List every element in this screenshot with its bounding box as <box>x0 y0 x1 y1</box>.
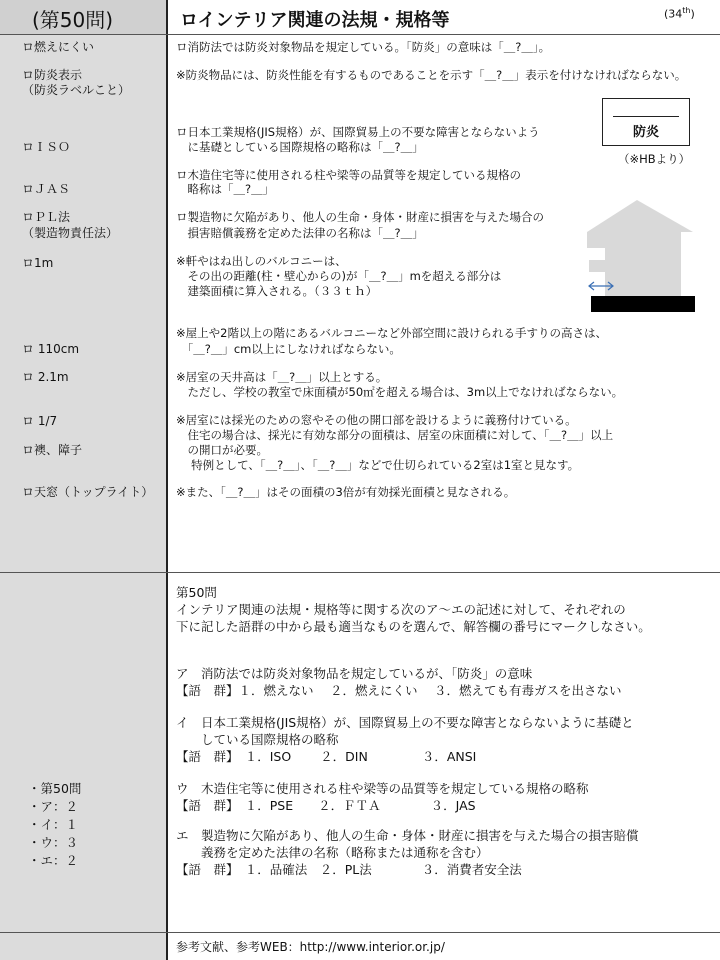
note-line: ※また、「＿?＿」はその面積の3倍が有効採光面積と見なされる。 <box>176 485 516 499</box>
question-item: ア 消防法では防炎対象物品を規定しているが、「防炎」の意味 <box>176 666 533 681</box>
boen-label-text: 防炎 <box>632 125 659 140</box>
question-item: 義務を定めた法律の名称（略称または通称を含む） <box>176 845 489 860</box>
question-heading: 第50問 <box>176 585 217 600</box>
note-line: の開口が必要。 <box>176 443 268 457</box>
edition-tag: (34th) <box>664 6 695 21</box>
note-line: ※防炎物品には、防炎性能を有するものであることを示す「＿?＿」表示を付けなければならない。 <box>176 68 687 82</box>
note-line: 特例として、「＿?＿」、「＿?＿」などで仕切られている2室は1室と見なす。 <box>176 458 580 472</box>
question-choices: 【語 群】 １．PSE ２．ＦＴＡ ３．JAS <box>176 798 476 813</box>
question-number: (第50問) <box>32 8 114 32</box>
question-item: ウ 木造住宅等に使用される柱や梁等の品質等を規定している規格の略称 <box>176 781 589 796</box>
answer-e: ・エ：２ <box>28 853 79 868</box>
label-2-1m: ロ 2.1m <box>22 370 69 384</box>
label-fusuma: ロ襖、障子 <box>22 443 83 457</box>
page-title: ロインテリア関連の法規・規格等 <box>180 10 450 31</box>
note-line: ロ日本工業規格(JIS規格）が、国際貿易上の不要な障害とならないよう <box>176 125 540 139</box>
note-line: ロ消防法では防炎対象物品を規定している。「防炎」の意味は「＿?＿」。 <box>176 40 551 54</box>
label-pl-full: （製造物責任法） <box>22 226 119 240</box>
note-line: 損害賠償義務を定めた法律の名称は「＿?＿」 <box>176 226 424 240</box>
note-line: 建築面積に算入される。（３３ｔｈ） <box>176 284 378 298</box>
note-line: ロ木造住宅等に使用される柱や梁等の品質等を規定している規格の <box>176 168 521 182</box>
question-choices: 【語 群】 １．ISO ２．DIN ３．ANSI <box>176 749 477 764</box>
question-choices: 【語 群】 １．品確法 ２．PL法 ３．消費者安全法 <box>176 862 522 877</box>
label-tenmado: ロ天窓（トップライト） <box>22 485 154 499</box>
note-line: ただし、学校の教室で床面積が50㎡を超える場合は、3m以上でなければならない。 <box>176 385 624 399</box>
footer-divider <box>0 932 720 933</box>
ground-bar <box>591 296 695 312</box>
answer-heading: ・第50問 <box>28 781 82 796</box>
label-moenikui: ロ燃えにくい <box>22 40 95 54</box>
question-intro: 下に記した語群の中から最も適当なものを選んで、解答欄の番号にマークしなさい。 <box>176 619 651 634</box>
note-line: ※屋上や2階以上の階にあるバルコニーなど外部空間に設けられる手すりの高さは、 <box>176 326 607 340</box>
question-item: エ 製造物に欠陥があり、他人の生命・身体・財産に損害を与えた場合の損害賠償 <box>176 828 639 843</box>
answer-i: ・イ：１ <box>28 817 79 832</box>
label-jas: ロＪＡＳ <box>22 182 71 196</box>
answer-a: ・ア：２ <box>28 799 79 814</box>
label-boen-label: （防炎ラベルこと） <box>22 83 131 97</box>
header-divider <box>0 34 720 35</box>
note-line: 住宅の場合は、採光に有効な部分の面積は、居室の床面積に対して、「＿?＿」以上 <box>176 428 614 442</box>
note-line: その出の距離(柱・壁心からの)が「＿?＿」mを超える部分は <box>176 269 502 283</box>
reference-footer: 参考文献、参考WEB：http://www.interior.or.jp/ <box>176 940 445 954</box>
label-1m: ロ1m <box>22 256 54 270</box>
note-line: 「＿?＿」cm以上にしなければならない。 <box>176 342 401 356</box>
house-shape <box>587 200 693 298</box>
note-line: 略称は「＿?＿」 <box>176 182 275 196</box>
column-divider <box>166 0 168 960</box>
question-item: している国際規格の略称 <box>176 732 339 747</box>
label-divider-line <box>613 116 679 117</box>
note-line: に基礎としている国際規格の略称は「＿?＿」 <box>176 140 424 154</box>
figure-credit: （※HBより） <box>618 152 691 166</box>
label-110cm: ロ 110cm <box>22 342 80 356</box>
section-divider <box>0 572 720 573</box>
question-intro: インテリア関連の法規・規格等に関する次のア～エの記述に対して、それぞれの <box>176 602 626 617</box>
label-1-7: ロ 1/7 <box>22 414 58 428</box>
note-line: ※居室には採光のための窓やその他の開口部を設けるように義務付けている。 <box>176 413 577 427</box>
label-boen-hyoji: ロ防炎表示 <box>22 68 83 82</box>
label-pl: ロＰＬ法 <box>22 210 71 224</box>
note-line: ※軒やはね出しのバルコニーは、 <box>176 254 347 268</box>
question-choices: 【語 群】１．燃えない ２．燃えにくい ３．燃えても有毒ガスを出さない <box>176 683 622 698</box>
boen-label-figure <box>602 98 690 146</box>
note-line: ※居室の天井高は「＿?＿」以上とする。 <box>176 370 388 384</box>
question-item: イ 日本工業規格(JIS規格）が、国際貿易上の不要な障害とならないように基礎と <box>176 715 634 730</box>
answer-u: ・ウ：３ <box>28 835 79 850</box>
house-eaves-figure <box>585 198 695 314</box>
label-iso: ロＩＳＯ <box>22 140 71 154</box>
note-line: ロ製造物に欠陥があり、他人の生命・身体・財産に損害を与えた場合の <box>176 210 544 224</box>
